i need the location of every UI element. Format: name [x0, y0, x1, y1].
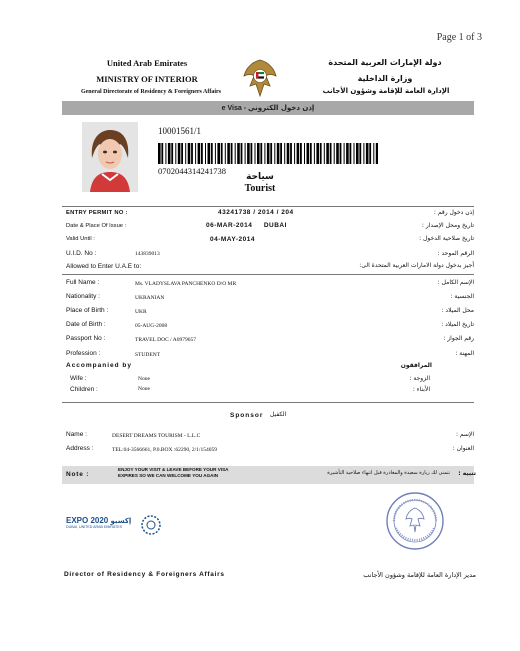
children-ar: الأبناء :	[412, 386, 430, 393]
barcode-bar	[205, 143, 206, 164]
entry-permit-label: ENTRY PERMIT NO :	[66, 210, 128, 216]
footer-director-en: Director of Residency & Foreigners Affairs	[64, 571, 225, 578]
sponsor-ar: الكفيل	[270, 411, 287, 418]
barcode-bar	[307, 143, 310, 164]
barcode-bar	[264, 143, 265, 164]
barcode-bar	[350, 143, 352, 164]
barcode-bar	[330, 143, 332, 164]
barcode-bar	[326, 143, 329, 164]
children-label: Children :	[70, 386, 98, 393]
note-text	[118, 467, 228, 479]
children-value: None	[138, 386, 150, 392]
barcode-bar	[208, 143, 211, 164]
profession-value: STUDENT	[135, 352, 161, 358]
expo-logo-ar: إكسبو	[110, 517, 132, 525]
barcode-bar	[300, 143, 302, 164]
barcode-bar	[251, 143, 253, 164]
barcode-bar	[191, 143, 193, 164]
valid-ar: تاريخ صلاحية الدخول :	[419, 235, 474, 242]
barcode-bar	[304, 143, 305, 164]
wife-value: None	[138, 376, 150, 382]
note-ar-label: تنبيه :	[458, 470, 476, 477]
barcode-bar	[235, 143, 236, 164]
barcode-bar	[168, 143, 171, 164]
barcode-bar	[334, 143, 335, 164]
nationality-label: Nationality :	[66, 293, 100, 300]
expo-logo-text: EXPO 2020	[66, 516, 109, 525]
dob-label: Date of Birth :	[66, 321, 106, 328]
top-rule	[62, 206, 474, 207]
name-ar: الإسم الكامل :	[437, 279, 474, 286]
barcode-bar	[185, 143, 186, 164]
note-line-2: EXPIRES SO WE CAN WELCOME YOU AGAIN	[118, 473, 219, 478]
name-value: Ms. VLADYSLAVA PANCHENKO D/O MR	[135, 281, 237, 287]
page-number: Page 1 of 3	[436, 32, 482, 43]
evisa-band-en: e Visa	[221, 105, 242, 112]
barcode-bar	[324, 143, 325, 164]
barcode-bar	[260, 143, 262, 164]
allowed-ar: أجيز بدخول دولة الامارات العربية المتحدة الى:	[359, 262, 474, 269]
barcode-bar	[201, 143, 203, 164]
header-country-en: United Arab Emirates	[106, 58, 188, 68]
sponsor-address-value: TEL:04-3566661, P.0.BOX :62290, 2/1/154059	[112, 447, 217, 453]
expo-mark-icon	[140, 514, 162, 541]
nationality-ar: الجنسية :	[450, 293, 474, 300]
entry-permit-ar: إذن دخول رقم :	[433, 209, 474, 216]
passport-ar: رقم الجواز :	[443, 335, 474, 342]
barcode-bar	[215, 143, 216, 164]
visa-type-en: Tourist	[244, 183, 276, 194]
barcode-bar	[314, 143, 315, 164]
permit-top-number: 10001561/1	[158, 126, 202, 136]
barcode-bar	[344, 143, 345, 164]
barcode-bar	[198, 143, 201, 164]
header-ministry-ar: وزارة الداخلية	[357, 74, 413, 83]
barcode-bar	[178, 143, 181, 164]
barcode-bar	[369, 143, 371, 164]
visa-type-ar: سياحة	[246, 172, 274, 182]
header-directorate-ar: الإدارة العامة للإقامة وشؤون الأجانب	[322, 87, 450, 95]
barcode-bar	[280, 143, 282, 164]
barcode-bar	[171, 143, 173, 164]
sponsor-label: Sponsor	[230, 412, 264, 419]
issue-value: 06-MAR-2014 DUBAI	[206, 222, 287, 229]
barcode-bar	[221, 143, 223, 164]
barcode-bar	[366, 143, 369, 164]
sponsor-rule	[62, 402, 474, 403]
barcode-bar	[231, 143, 233, 164]
barcode-bar	[247, 143, 250, 164]
expo-logo-sub: DUBAI, UNITED ARAB EMIRATES	[66, 525, 123, 529]
valid-label: Valid Until :	[66, 236, 95, 242]
barcode-bar	[161, 143, 163, 164]
uid-ar: الرقم الموحد :	[437, 250, 474, 257]
accompanied-label: Accompanied by	[66, 362, 133, 369]
barcode-bar	[373, 143, 374, 164]
wife-ar: الزوجة :	[409, 375, 430, 382]
pob-ar: محل الميلاد :	[441, 307, 474, 314]
barcode-bar	[316, 143, 319, 164]
valid-value: 04-MAY-2014	[210, 236, 256, 243]
name-label: Full Name :	[66, 279, 100, 286]
barcode-bar	[217, 143, 220, 164]
barcode-bar	[165, 143, 166, 164]
barcode-bar	[158, 143, 161, 164]
wife-label: Wife :	[70, 375, 87, 382]
footer-director-ar: مدير الإدارة العامة للإقامة وشؤون الأجانب	[363, 571, 476, 579]
note-line-1: ENJOY YOUR VISIT & LEAVE BEFORE YOUR VISA	[118, 467, 229, 472]
allowed-label: Allowed to Enter U.A.E to:	[66, 263, 142, 270]
barcode-bar	[354, 143, 355, 164]
barcode-bar	[245, 143, 246, 164]
uid-value: 143839013	[135, 251, 160, 257]
sponsor-address-label: Address :	[66, 445, 94, 452]
barcode-bar	[227, 143, 230, 164]
evisa-band-title: e Visa - إذن دخول الكتروني	[221, 104, 315, 112]
barcode-bar	[346, 143, 349, 164]
barcode-bar	[237, 143, 240, 164]
barcode-bar	[359, 143, 361, 164]
sponsor-name-ar: الإسم :	[455, 431, 474, 438]
dob-ar: تاريخ الميلاد :	[441, 321, 474, 328]
barcode-bar	[363, 143, 364, 164]
header-country-ar: دولة الإمارات العربية المتحدة	[328, 58, 442, 67]
header-ministry-en: MINISTRY OF INTERIOR	[96, 74, 198, 84]
profession-ar: المهنة :	[455, 350, 474, 357]
barcode-bar	[257, 143, 260, 164]
barcode-number: 0702044314241738	[158, 166, 226, 176]
barcode-bar	[356, 143, 359, 164]
header-directorate-en: General Directorate of Residency & Foreigners Affairs	[80, 89, 222, 95]
barcode-bar	[181, 143, 183, 164]
passport-label: Passport No :	[66, 335, 106, 342]
barcode-bar	[336, 143, 339, 164]
barcode-bar	[376, 143, 378, 164]
barcode-bar	[195, 143, 196, 164]
barcode-bar	[277, 143, 280, 164]
barcode-bar	[287, 143, 290, 164]
barcode-bar	[188, 143, 191, 164]
uae-falcon-emblem-icon	[240, 56, 280, 100]
note-label: Note :	[66, 471, 90, 478]
sponsor-name-value: DESERT DREAMS TOURISM - L.L.C	[112, 433, 201, 439]
barcode-bar	[211, 143, 213, 164]
barcode-bar	[255, 143, 256, 164]
barcode-bar	[310, 143, 312, 164]
middle-rule	[62, 274, 474, 275]
profession-label: Profession :	[66, 350, 101, 357]
evisa-band-ar: إذن دخول الكتروني	[248, 104, 315, 112]
barcode	[158, 143, 378, 164]
barcode-bar	[175, 143, 176, 164]
nationality-value: UKRANIAN	[135, 295, 165, 301]
uid-label: U.I.D. No :	[66, 250, 97, 257]
accompanied-ar: المرافقون	[400, 362, 432, 369]
barcode-bar	[284, 143, 285, 164]
pob-value: UKR	[135, 309, 147, 315]
entry-permit-value: 43241738 / 2014 / 204	[218, 209, 294, 216]
barcode-bar	[241, 143, 243, 164]
passport-value: TRAVEL DOC / A0979657	[135, 337, 196, 343]
barcode-bar	[340, 143, 342, 164]
barcode-bar	[297, 143, 300, 164]
issue-label: Date & Place Of Issue :	[66, 223, 127, 229]
applicant-photo	[82, 122, 138, 192]
barcode-bar	[270, 143, 272, 164]
barcode-bar	[290, 143, 292, 164]
sponsor-address-ar: العنوان :	[452, 445, 474, 452]
dob-value: 05-AUG-2008	[135, 323, 168, 329]
barcode-bar	[274, 143, 275, 164]
sponsor-name-label: Name :	[66, 431, 87, 438]
note-ar-text: نتمنى لك زيارة سعيدة والمغادرة قبل انتهاء صلاحية التأشيرة	[327, 470, 450, 476]
barcode-bar	[320, 143, 322, 164]
barcode-bar	[294, 143, 295, 164]
barcode-bar	[225, 143, 226, 164]
pob-label: Place of Birth :	[66, 307, 109, 314]
issue-ar: تاريخ ومحل الإصدار :	[421, 222, 474, 229]
barcode-bar	[267, 143, 270, 164]
official-stamp-icon	[384, 490, 446, 557]
